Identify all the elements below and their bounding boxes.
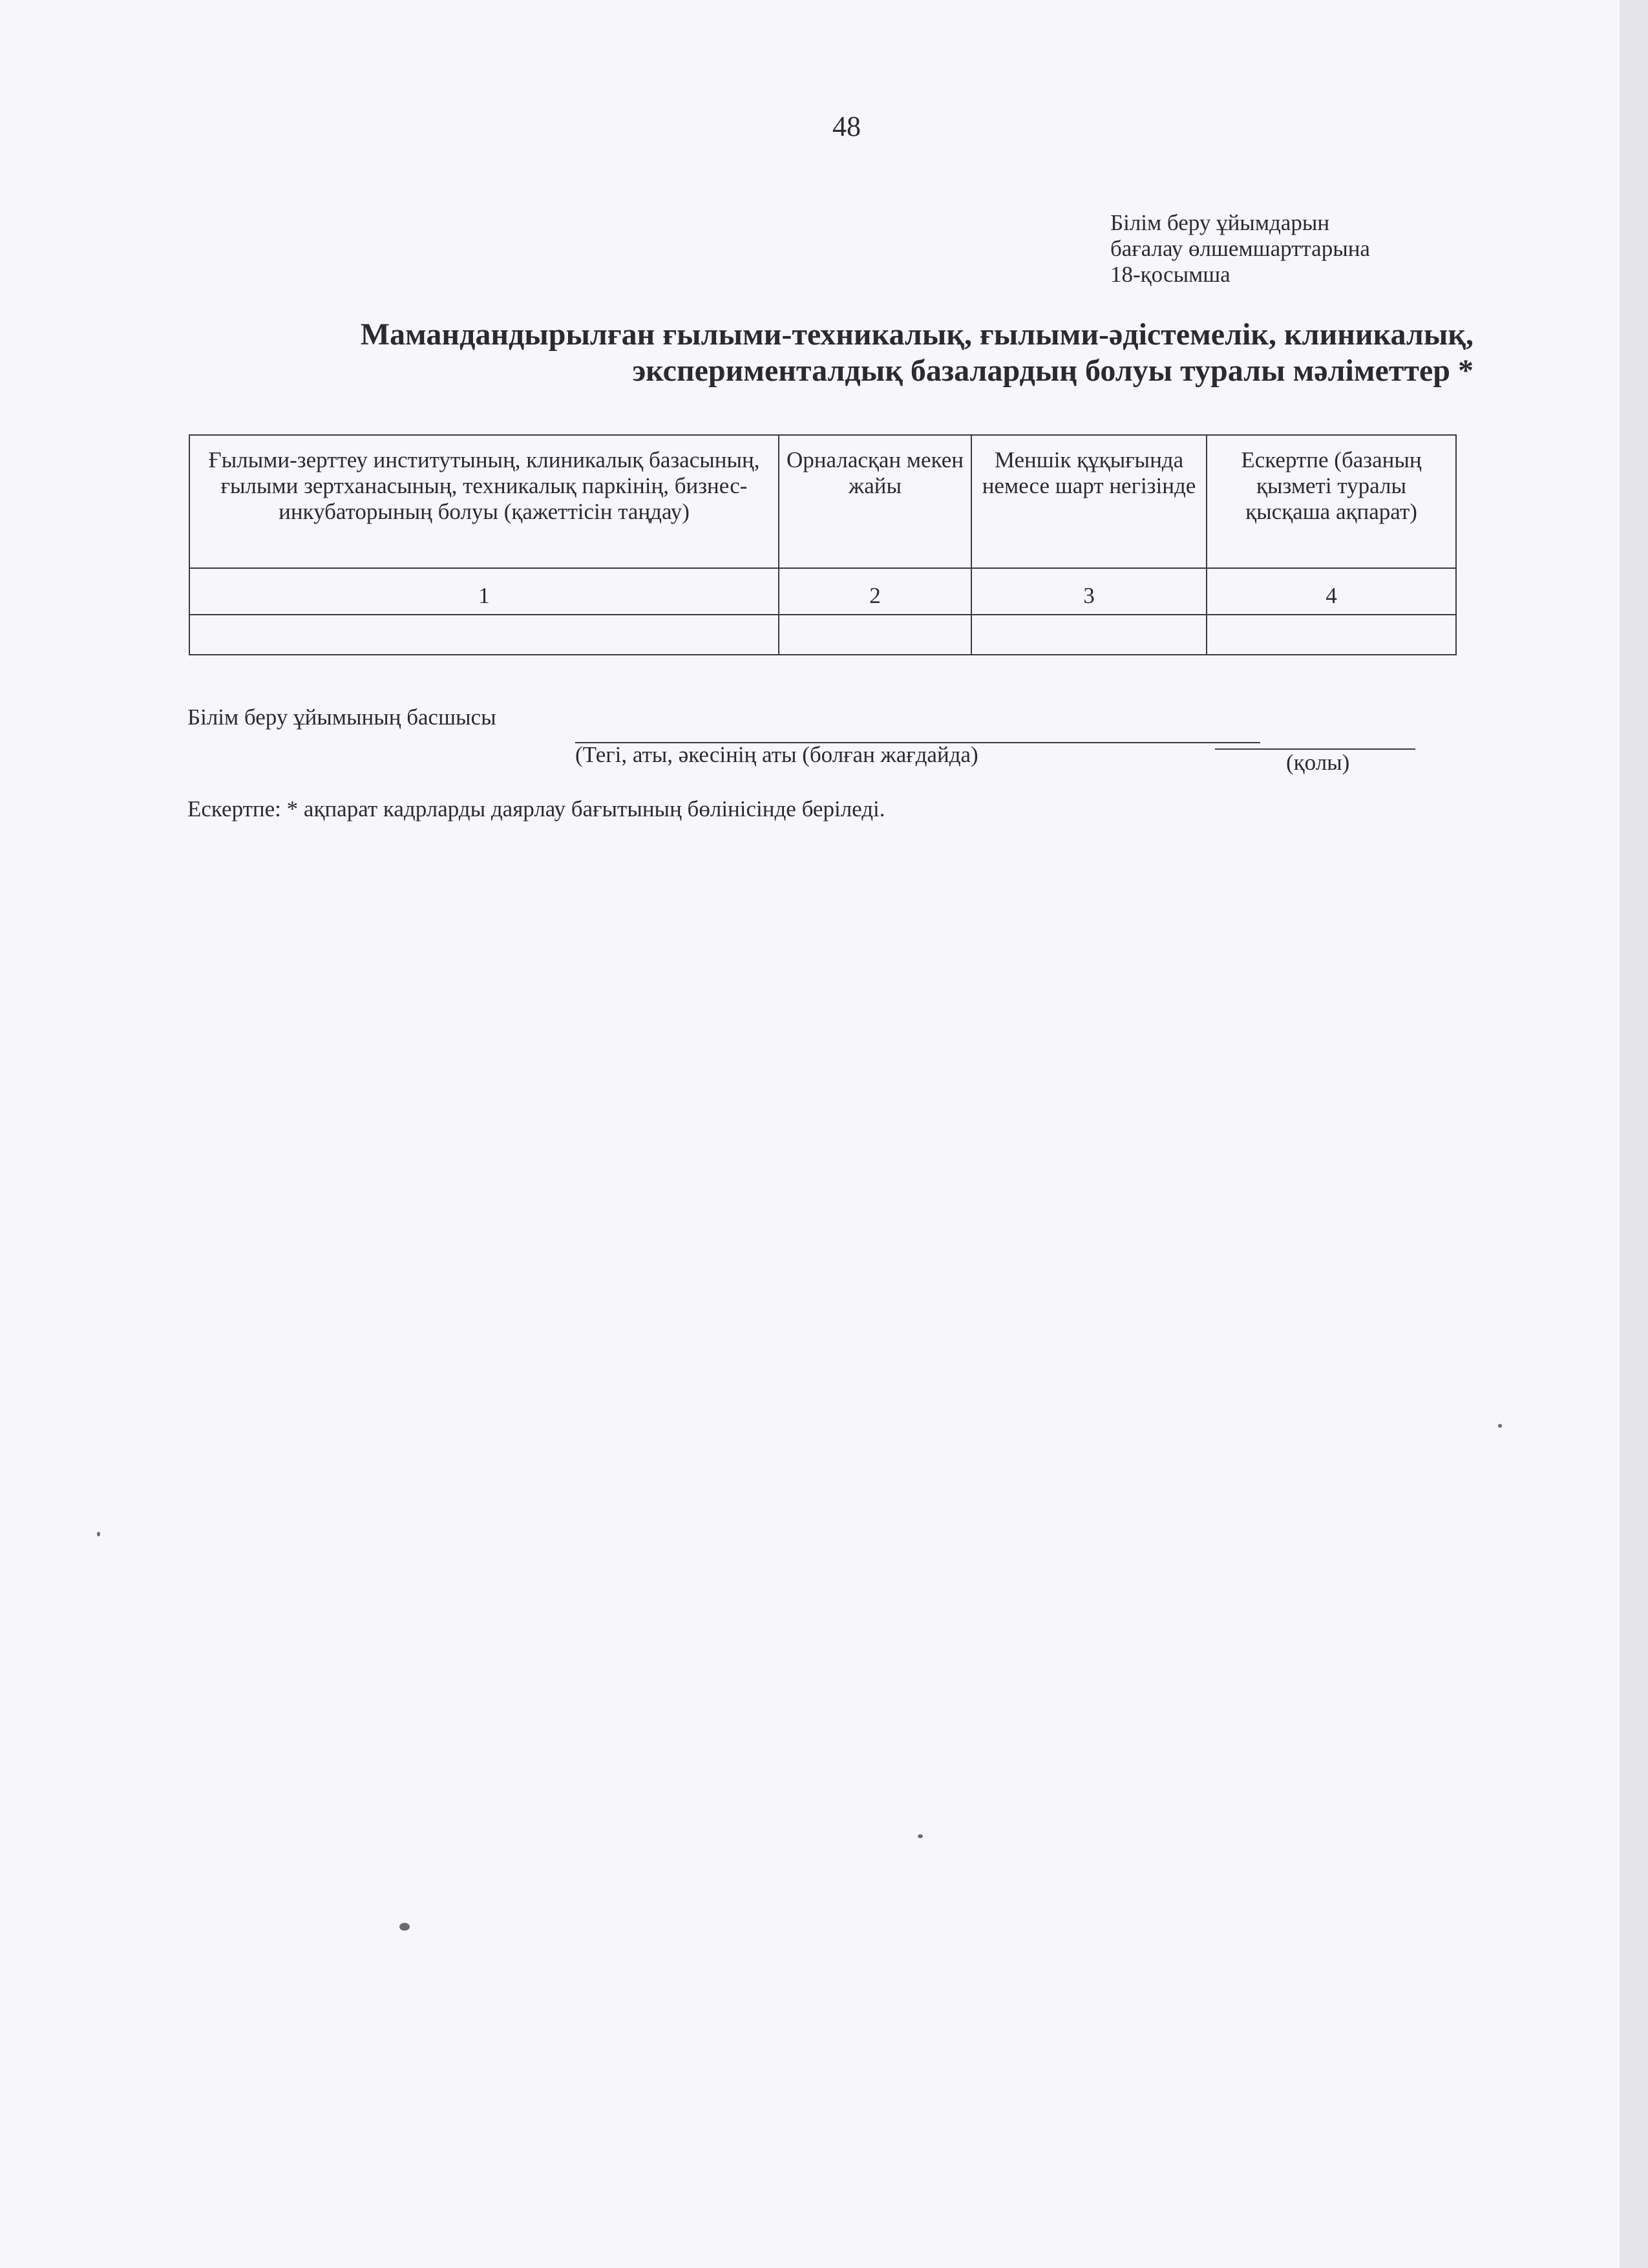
information-table [189, 434, 1457, 655]
table-row [189, 615, 1456, 655]
scan-speck [399, 1923, 410, 1931]
page-edge-shadow [1620, 0, 1648, 2268]
appendix-note-line: Білім беру ұйымдарын [1110, 210, 1330, 235]
document-title-line: Мамандандырылған ғылыми-техникалық, ғылыми-әдістемелік, клиникалық, [360, 317, 1474, 352]
footnote: Ескертпе: * ақпарат кадрларды даярлау бағытының бөлінісінде беріледі. [187, 796, 885, 821]
table-cell [779, 615, 971, 655]
column-number-cell: 3 [971, 568, 1207, 615]
table-cell [971, 615, 1207, 655]
appendix-note-line: 18-қосымша [1110, 262, 1231, 287]
signature-block [187, 698, 1454, 789]
name-caption: (Тегі, аты, әкесінің аты (болған жағдайда) [575, 742, 978, 767]
table-header-row [189, 435, 1456, 568]
scan-speck [918, 1834, 923, 1838]
scan-speck [1498, 1424, 1502, 1428]
document-title-line: эксперименталдық базалардың болуы туралы мәліметтер * [632, 354, 1474, 388]
scan-speck [97, 1532, 100, 1536]
column-number-cell: 2 [779, 568, 971, 615]
page-number: 48 [832, 111, 861, 142]
table-cell [189, 615, 779, 655]
signature-caption: (қолы) [1286, 750, 1350, 775]
column-number-cell: 1 [189, 568, 779, 615]
table-header-cell: Ғылыми-зерттеу институтының, клиникалық базасының, ғылыми зертханасының, техникалық паркінің, бизнес-инкубаторының болуы (қажеттісін таңдау) [189, 435, 779, 568]
table-header-cell: Орналасқан мекен жайы [779, 435, 971, 568]
appendix-note [1110, 210, 1370, 288]
table-cell [1207, 615, 1456, 655]
table-header-cell: Ескертпе (базаның қызметі туралы қысқаша ақпарат) [1207, 435, 1456, 568]
table-header-cell: Меншік құқығында немесе шарт негізінде [971, 435, 1207, 568]
column-number-cell: 4 [1207, 568, 1456, 615]
document-title [194, 317, 1474, 389]
head-of-organization-label: Білім беру ұйымының басшысы [187, 705, 496, 730]
appendix-note-line: бағалау өлшемшарттарына [1110, 236, 1370, 261]
table-column-number-row [189, 568, 1456, 615]
